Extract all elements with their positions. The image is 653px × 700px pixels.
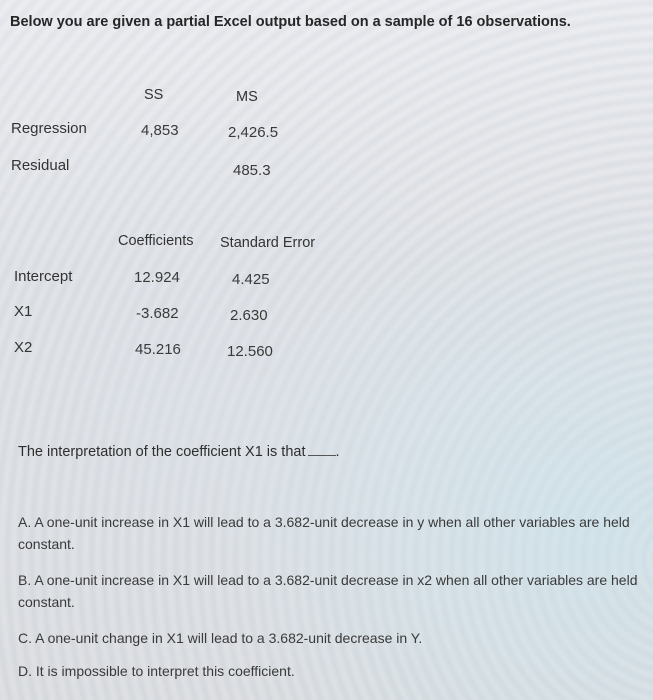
coef-row-label-intercept: Intercept [14, 268, 73, 285]
anova-row-label-residual: Residual [11, 157, 70, 174]
anova-header-ms: MS [236, 89, 258, 105]
coef-row-label-x1: X1 [14, 303, 33, 320]
coef-x1-value: -3.682 [136, 305, 179, 322]
coef-x2-value: 45.216 [135, 341, 181, 358]
option-a[interactable]: A. A one-unit increase in X1 will lead to a 3.682-unit decrease in y when all other variables are held constant. [18, 514, 630, 552]
coef-intercept-se: 4.425 [232, 271, 270, 288]
coef-header-std-error: Standard Error [220, 235, 316, 251]
anova-row-label-regression: Regression [11, 120, 87, 137]
anova-regression-ss: 4,853 [141, 122, 179, 139]
problem-statement: Below you are given a partial Excel output based on a sample of 16 observations. [10, 14, 571, 30]
option-d[interactable]: D. It is impossible to interpret this coefficient. [18, 663, 295, 679]
anova-header-ss: SS [144, 87, 164, 103]
coef-header-coefficients: Coefficients [118, 233, 194, 249]
answer-blank [308, 443, 336, 456]
question-prompt: The interpretation of the coefficient X1 is that [18, 444, 306, 460]
coef-x2-se: 12.560 [227, 343, 273, 360]
coef-row-label-x2: X2 [14, 339, 33, 356]
coef-intercept-value: 12.924 [134, 269, 180, 286]
option-c[interactable]: C. A one-unit change in X1 will lead to a 3.682-unit decrease in Y. [18, 630, 423, 646]
anova-regression-ms: 2,426.5 [228, 124, 279, 141]
anova-residual-ms: 485.3 [233, 162, 271, 179]
question-suffix: . [335, 444, 340, 460]
question-text [18, 443, 340, 460]
option-b[interactable]: B. A one-unit increase in X1 will lead to a 3.682-unit decrease in x2 when all other variables are held constant. [18, 572, 638, 610]
coef-x1-se: 2.630 [230, 307, 268, 324]
